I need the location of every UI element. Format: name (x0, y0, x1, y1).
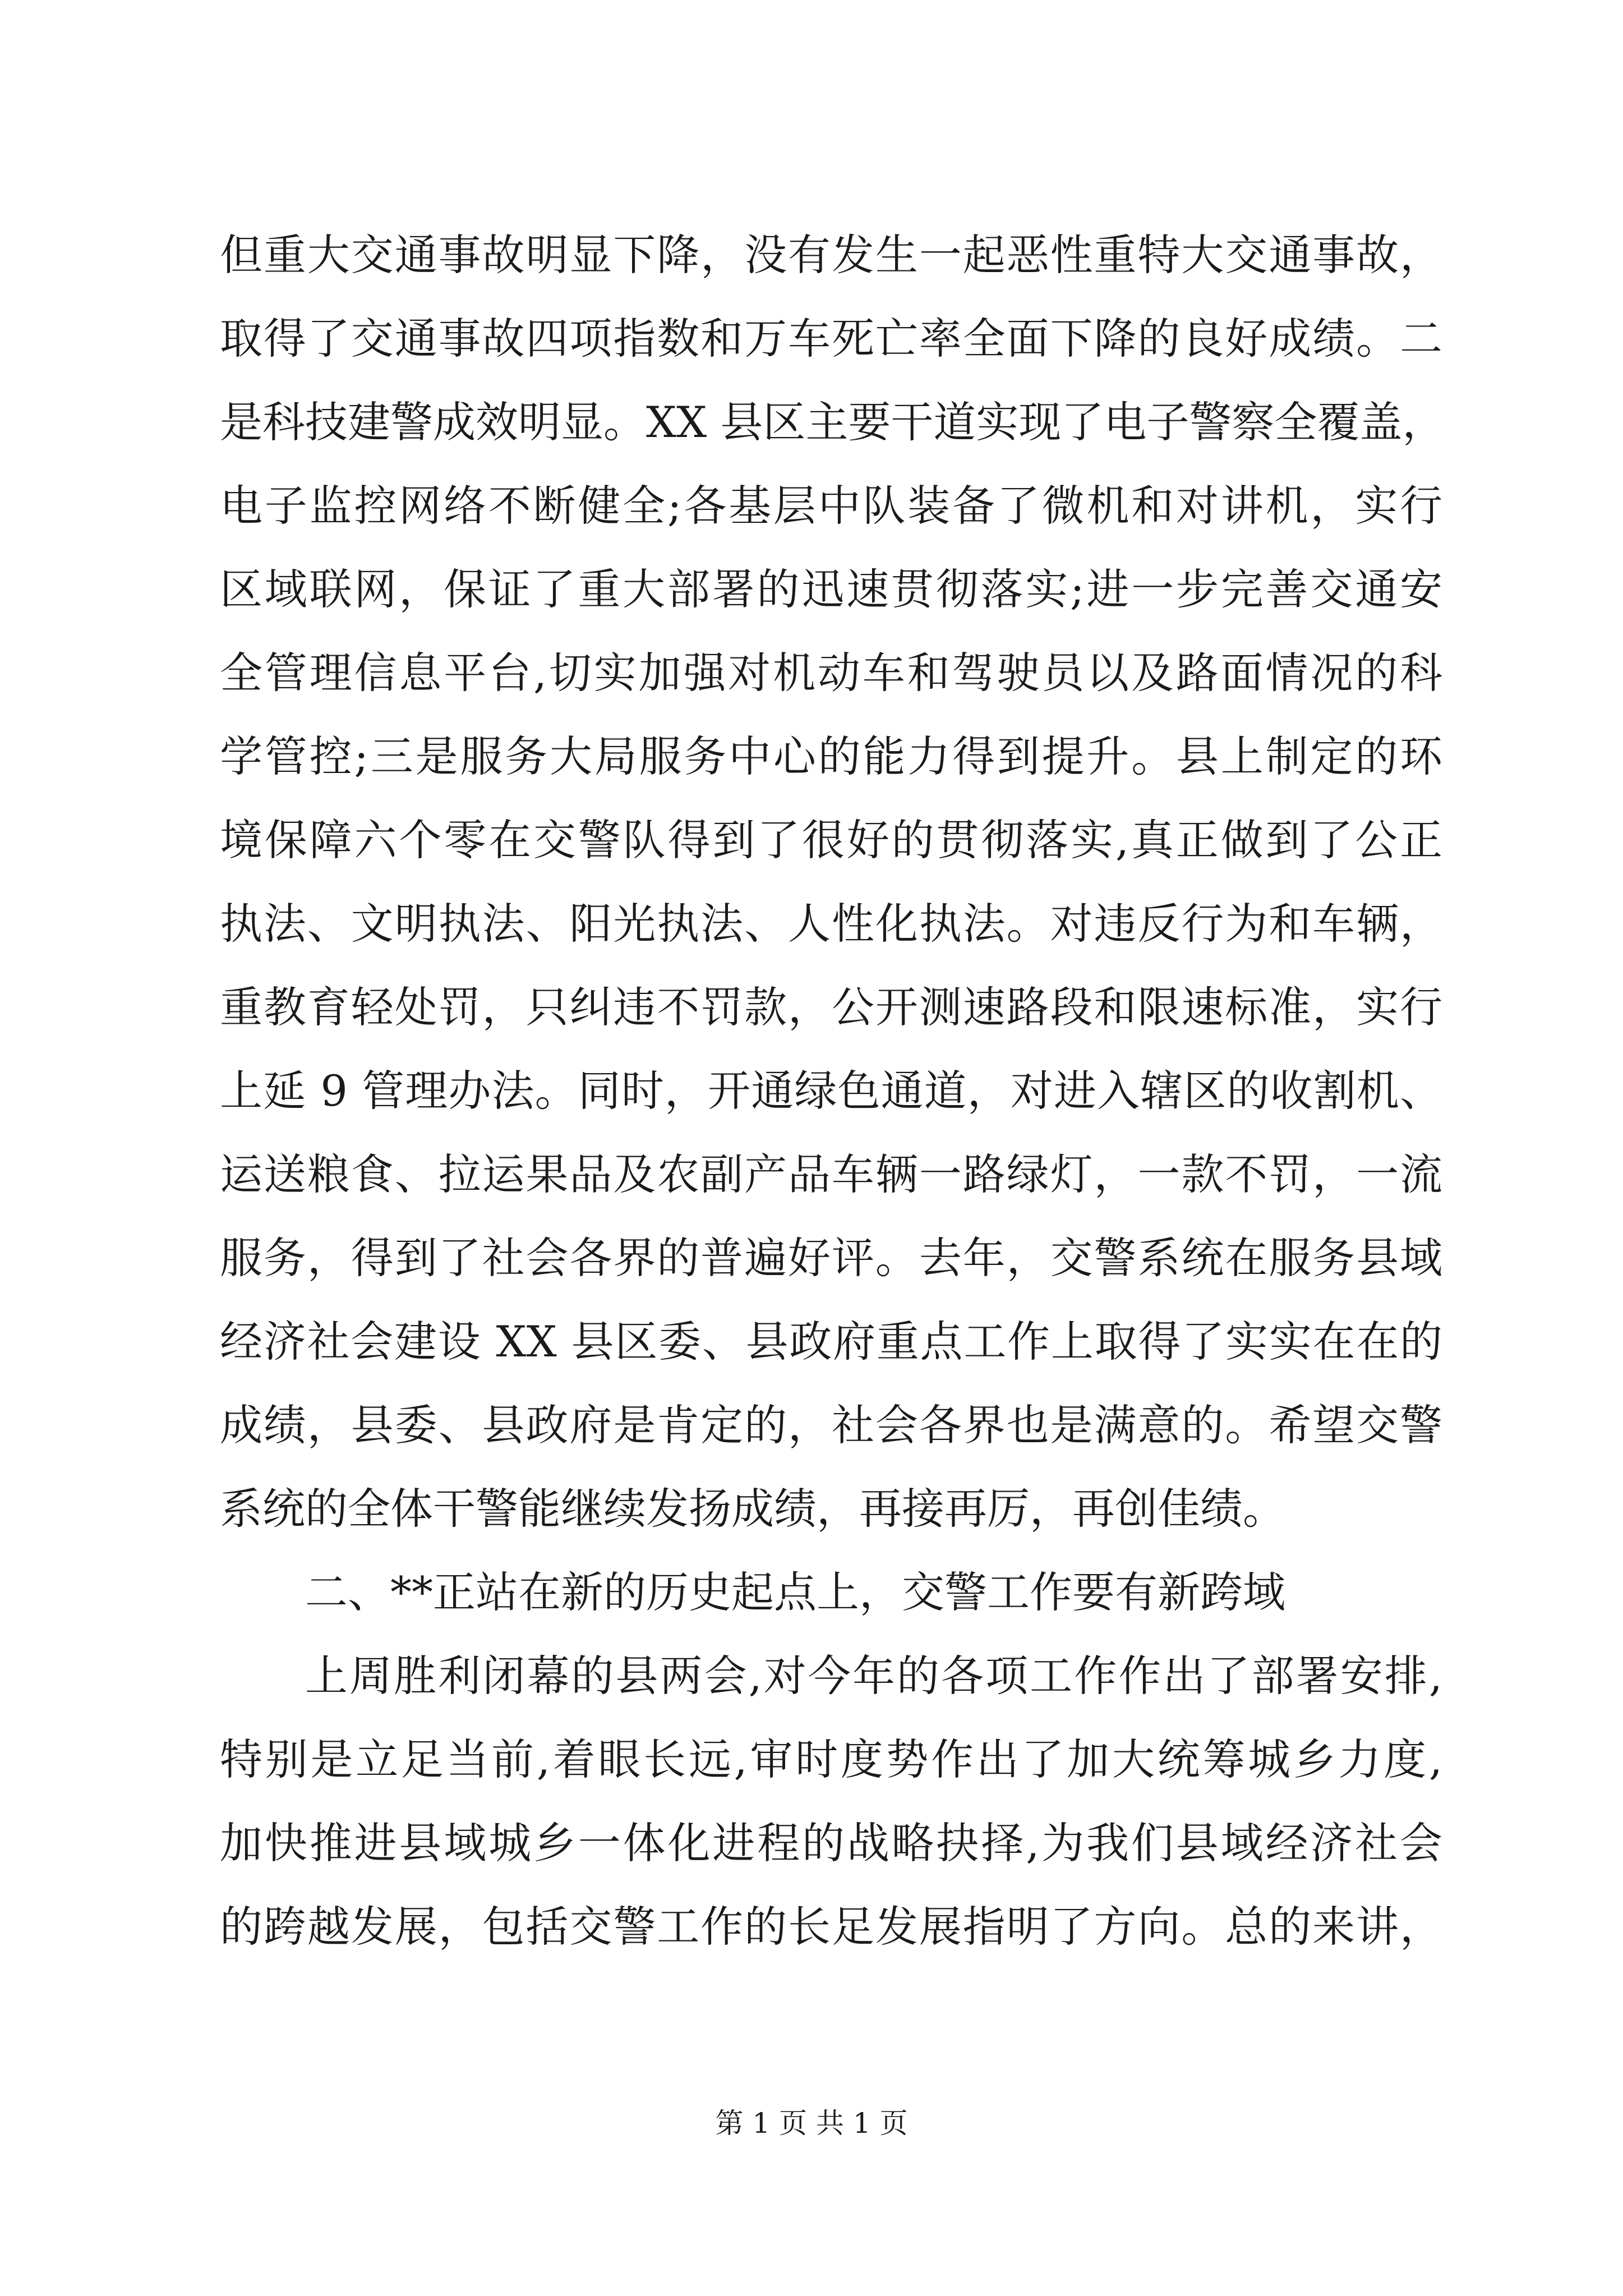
paragraph-line: 上延 9 管理办法。同时，开通绿色通道，对进入辖区的收割机、 (220, 1066, 1442, 1116)
paragraph-line: 加快推进县域城乡一体化进程的战略抉择,为我们县域经济社会 (220, 1818, 1442, 1868)
paragraph-line: 执法、文明执法、阳光执法、人性化执法。对违反行为和车辆， (220, 899, 1442, 949)
paragraph-line: 学管控;三是服务大局服务中心的能力得到提升。县上制定的环 (220, 731, 1442, 781)
paragraph-line: 重教育轻处罚，只纠违不罚款，公开测速路段和限速标准，实行 (220, 982, 1442, 1032)
paragraph-line: 境保障六个零在交警队得到了很好的贯彻落实,真正做到了公正 (220, 815, 1442, 865)
document-body (220, 213, 1445, 1968)
paragraph-line: 是科技建警成效明显。XX 县区主要干道实现了电子警察全覆盖， (220, 397, 1445, 447)
paragraph-line: 但重大交通事故明显下降，没有发生一起恶性重特大交通事故， (220, 230, 1442, 280)
paragraph-line: 特别是立足当前,着眼长远,审时度势作出了加大统筹城乡力度, (220, 1734, 1442, 1784)
paragraph-line: 经济社会建设 XX 县区委、县政府重点工作上取得了实实在在的 (220, 1317, 1442, 1366)
page-footer: 第 1 页 共 1 页 (715, 2107, 908, 2139)
section-heading: 二、**正站在新的历史起点上，交警工作要有新跨域 (305, 1567, 1285, 1617)
paragraph-line: 上周胜利闭幕的县两会,对今年的各项工作作出了部署安排, (305, 1651, 1442, 1701)
paragraph-line: 的跨越发展，包括交警工作的长足发展指明了方向。总的来讲， (220, 1902, 1442, 1952)
paragraph-line: 成绩，县委、县政府是肯定的，社会各界也是满意的。希望交警 (220, 1400, 1442, 1450)
paragraph-line: 系统的全体干警能继续发扬成绩，再接再厉，再创佳绩。 (220, 1484, 1285, 1534)
paragraph-line: 服务，得到了社会各界的普遍好评。去年，交警系统在服务县域 (220, 1233, 1442, 1283)
paragraph-line: 全管理信息平台,切实加强对机动车和驾驶员以及路面情况的科 (220, 648, 1442, 698)
paragraph-line: 区域联网，保证了重大部署的迅速贯彻落实;进一步完善交通安 (220, 564, 1442, 614)
paragraph-line: 取得了交通事故四项指数和万车死亡率全面下降的良好成绩。二 (220, 314, 1442, 364)
paragraph-line: 电子监控网络不断健全;各基层中队装备了微机和对讲机，实行 (220, 481, 1442, 531)
paragraph-line: 运送粮食、拉运果品及农副产品车辆一路绿灯，一款不罚，一流 (220, 1149, 1442, 1199)
